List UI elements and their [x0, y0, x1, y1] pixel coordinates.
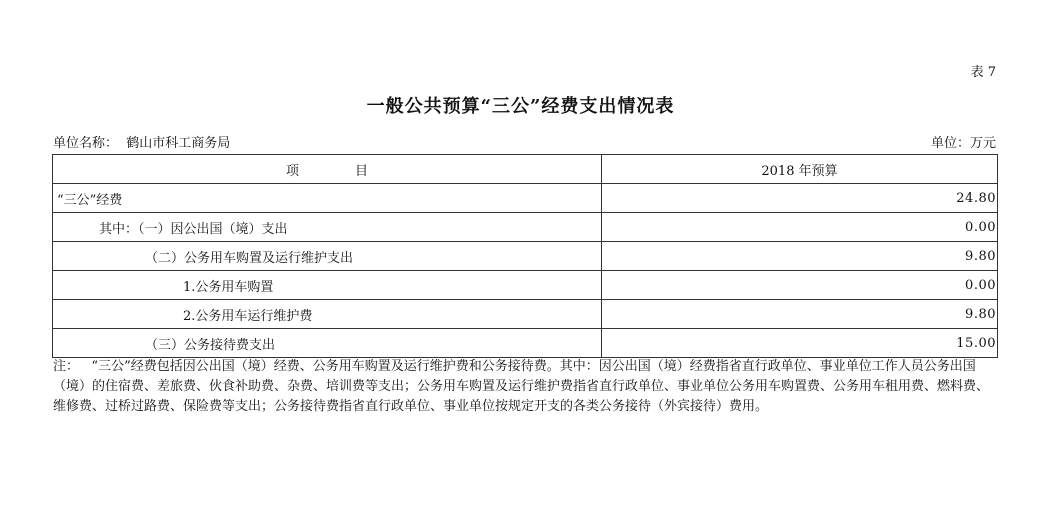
header-item-char-2: 目 — [355, 163, 369, 179]
row-value: 15.00 — [602, 329, 998, 358]
footnote — [53, 357, 993, 417]
table-row — [53, 329, 998, 358]
header-budget: 2018 年预算 — [602, 155, 998, 184]
header-item-char-1: 项 — [285, 163, 299, 179]
footnote-text: “三公”经费包括因公出国（境）经费、公务用车购置及运行维护费和公务接待费。其中：因公出国（境）经费指省直行政单位、事业单位工作人员公务出国（境）的住宿费、差旅费、伙食补助费、杂费、培训费等支出；公务用车购置及运行维护费指省直行政单位、事业单位公务用车购置费、公务用车租用费、燃料费、维修费、过桥过路费、保险费等支出；公务接待费指省直行政单位、事业单位按规定开支的各类公务接待（外宾接待）费用。 — [53, 359, 990, 414]
table-row — [53, 242, 998, 271]
row-value: 24.80 — [602, 184, 998, 213]
row-item: （三）公务接待费支出 — [53, 329, 602, 358]
table-row — [53, 300, 998, 329]
table-header-row — [53, 155, 998, 184]
budget-table — [52, 154, 998, 358]
row-value: 0.00 — [602, 213, 998, 242]
table-number: 表 7 — [970, 65, 996, 80]
row-value: 9.80 — [602, 242, 998, 271]
row-item: “三公”经费 — [53, 184, 602, 213]
table-row — [53, 271, 998, 300]
row-item: 2.公务用车运行维护费 — [53, 300, 602, 329]
unit-name-label: 单位名称： — [53, 136, 119, 151]
unit-name: 鹤山市科工商务局 — [126, 136, 231, 151]
row-value: 9.80 — [602, 300, 998, 329]
currency-unit: 单位：万元 — [930, 136, 996, 151]
table-row — [53, 213, 998, 242]
header-item — [53, 155, 602, 184]
page-title: 一般公共预算“三公”经费支出情况表 — [366, 96, 675, 117]
row-item: 其中：（一）因公出国（境）支出 — [53, 213, 602, 242]
row-item: 1.公务用车购置 — [53, 271, 602, 300]
table-row — [53, 184, 998, 213]
footnote-label: 注： — [53, 359, 80, 374]
row-item: （二）公务用车购置及运行维护支出 — [53, 242, 602, 271]
unit-name-line — [53, 132, 230, 151]
row-value: 0.00 — [602, 271, 998, 300]
